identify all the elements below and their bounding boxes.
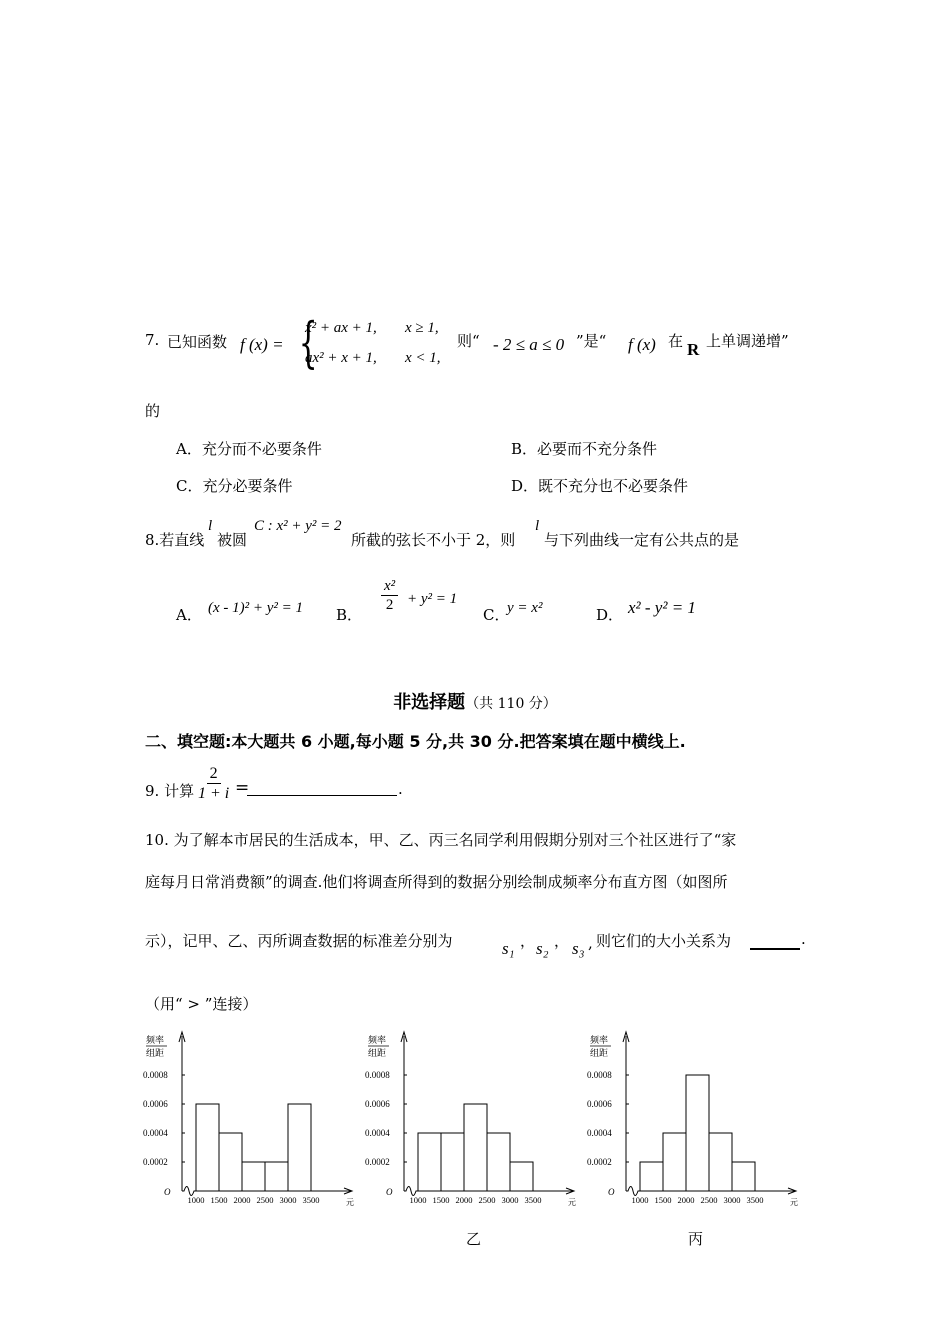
q8-opt-a-label: A． <box>176 606 202 624</box>
y-tick-label: 0.0002 <box>365 1157 390 1167</box>
histogram-bar <box>265 1162 288 1191</box>
q8-opt-c: y = x² <box>507 600 543 616</box>
q7-option-c: C．充分必要条件 <box>176 477 293 495</box>
histogram-bar <box>441 1133 464 1191</box>
q8-l2: l <box>535 518 540 534</box>
x-unit-label: 元 <box>568 1198 576 1207</box>
q7-intro: 已知函数 <box>167 333 228 351</box>
q10-line3 <box>145 930 825 962</box>
q9-fraction <box>195 765 232 803</box>
y-tick-label: 0.0006 <box>587 1099 612 1109</box>
y-tick-label: 0.0004 <box>365 1128 390 1138</box>
x-tick-label: 2000 <box>677 1195 695 1205</box>
q10-comma1: ， <box>520 932 536 950</box>
q9-denominator: 1 + i <box>198 784 230 802</box>
x-tick-label: 1000 <box>187 1195 205 1205</box>
q8-options <box>176 578 736 628</box>
y-label-bottom: 组距 <box>368 1048 387 1058</box>
q7-fx2: f (x) <box>628 335 656 354</box>
q8-mid3: 与下列曲线一定有公共点的是 <box>544 531 740 549</box>
section-heading: 二、填空题:本大题共 6 小题,每小题 5 分,共 30 分.把答案填在题中横线上. <box>145 732 686 751</box>
y-label-top: 频率 <box>590 1035 609 1045</box>
q7-option-a: A．充分而不必要条件 <box>176 440 322 458</box>
origin-label: O <box>164 1187 171 1197</box>
x-tick-label: 3500 <box>524 1195 542 1205</box>
origin-label: O <box>386 1187 393 1197</box>
q7-tail: 上单调递增” <box>706 332 789 350</box>
q10-s1: s₁ <box>502 939 515 958</box>
q10-s2: s₂ <box>536 939 549 958</box>
caption-yi: 乙 <box>466 1230 482 1248</box>
x-tick-label: 2500 <box>700 1195 718 1205</box>
y-tick-label: 0.0008 <box>365 1070 390 1080</box>
histogram-bar <box>219 1133 242 1191</box>
q10-line3-text: 示），记甲、乙、丙所调查数据的标准差分别为 <box>145 932 453 950</box>
y-label-top: 频率 <box>368 1035 387 1045</box>
x-tick-label: 1000 <box>409 1195 427 1205</box>
caption-bing: 丙 <box>688 1230 704 1248</box>
q9-prefix: 9. 计算 <box>145 782 195 800</box>
q8-mid2: 所截的弦长不小于 2，则 <box>351 531 516 549</box>
histogram-bar <box>709 1133 732 1191</box>
y-tick-label: 0.0004 <box>587 1128 612 1138</box>
q7-case2-cond: x < 1, <box>405 350 441 366</box>
x-tick-label: 3500 <box>746 1195 764 1205</box>
histogram-bar <box>288 1104 311 1191</box>
x-tick-label: 3000 <box>501 1195 519 1205</box>
histogram-yi <box>362 1024 582 1214</box>
y-tick-label: 0.0008 <box>143 1070 168 1080</box>
q9-eq: = <box>235 778 250 798</box>
q7-on: 在 <box>668 332 684 350</box>
q10-line3-tail: 则它们的大小关系为 <box>596 932 732 950</box>
q7-case2: ax² + x + 1, <box>305 350 377 366</box>
q7-option-b: B．必要而不充分条件 <box>511 440 658 458</box>
histogram-bar <box>418 1133 441 1191</box>
histogram-bar <box>732 1162 755 1191</box>
y-tick-label: 0.0004 <box>143 1128 168 1138</box>
q10-line2: 庭每月日常消费额”的调查.他们将调查所得到的数据分别绘制成频率分布直方图（如图所 <box>145 873 728 891</box>
q8-prefix: 8.若直线 <box>145 531 205 549</box>
q7-brace: { <box>298 311 318 374</box>
x-tick-label: 2000 <box>233 1195 251 1205</box>
q9-answer-blank[interactable] <box>247 779 397 796</box>
histogram-yi-svg <box>362 1024 582 1214</box>
y-tick-label: 0.0008 <box>587 1070 612 1080</box>
q10-comma3: , <box>588 934 593 952</box>
q10-line4: （用“ > ”连接） <box>145 995 258 1013</box>
x-tick-label: 3500 <box>302 1195 320 1205</box>
q7-number: 7. <box>145 331 160 349</box>
x-unit-label: 元 <box>790 1198 798 1207</box>
x-tick-label: 2000 <box>455 1195 473 1205</box>
section-note: （共 110 分） <box>465 696 557 712</box>
x-unit-label: 元 <box>346 1198 354 1207</box>
q8-line <box>145 518 825 550</box>
histogram-bar <box>464 1104 487 1191</box>
histogram-bing <box>584 1024 804 1214</box>
q7-is: ”是“ <box>576 332 607 350</box>
x-tick-label: 3000 <box>279 1195 297 1205</box>
q9-line <box>145 765 445 813</box>
y-label-bottom: 组距 <box>146 1048 165 1058</box>
y-label-bottom: 组距 <box>590 1048 609 1058</box>
q8-mid1: 被圆 <box>217 531 248 549</box>
q7-option-d: D．既不充分也不必要条件 <box>511 477 689 495</box>
q10-end: . <box>801 930 806 948</box>
q8-circle: C : x² + y² = 2 <box>254 518 342 534</box>
section-title-row <box>0 688 950 714</box>
y-tick-label: 0.0002 <box>587 1157 612 1167</box>
x-tick-label: 1500 <box>654 1195 672 1205</box>
q8-l: l <box>208 518 213 534</box>
q8-opt-c-label: C． <box>483 606 510 624</box>
x-tick-label: 2500 <box>478 1195 496 1205</box>
q7-continuation: 的 <box>145 402 161 420</box>
q7-case1-cond: x ≥ 1, <box>405 320 439 336</box>
y-tick-label: 0.0006 <box>365 1099 390 1109</box>
q8-opt-a: (x - 1)² + y² = 1 <box>208 600 304 616</box>
q8-opt-d: x² - y² = 1 <box>628 598 696 617</box>
q7-case1: x² + ax + 1, <box>305 320 377 336</box>
y-label-top: 频率 <box>146 1035 165 1045</box>
q9-numerator: 2 <box>207 765 221 784</box>
q10-s3: s₃ <box>572 939 585 958</box>
y-tick-label: 0.0006 <box>143 1099 168 1109</box>
x-tick-label: 1500 <box>210 1195 228 1205</box>
histogram-bar <box>663 1133 686 1191</box>
x-tick-label: 3000 <box>723 1195 741 1205</box>
x-tick-label: 2500 <box>256 1195 274 1205</box>
q7-fx: f (x) = <box>240 335 284 354</box>
histogram-bing-svg <box>584 1024 804 1214</box>
histogram-bar <box>686 1075 709 1191</box>
histogram-jia <box>140 1024 360 1214</box>
histogram-bar <box>487 1133 510 1191</box>
q7-R: R <box>687 340 700 359</box>
section-title: 非选择题 <box>393 692 466 713</box>
q8-opt-d-label: D． <box>596 606 624 624</box>
q10-comma2: ， <box>554 932 570 950</box>
y-tick-label: 0.0002 <box>143 1157 168 1167</box>
q8-opt-b-tail: + y² = 1 <box>407 591 458 607</box>
histogram-bar <box>242 1162 265 1191</box>
q7-then: 则“ <box>457 332 480 350</box>
q8-opt-b-num: x² <box>381 578 398 596</box>
q10-answer-blank[interactable] <box>750 932 800 950</box>
q8-opt-b-label: B． <box>336 606 363 624</box>
q8-opt-b-den: 2 <box>385 596 394 613</box>
histogram-bar <box>196 1104 219 1191</box>
q8-opt-b-frac <box>381 578 398 614</box>
histogram-jia-svg <box>140 1024 360 1214</box>
q10-line1: 10. 为了解本市居民的生活成本，甲、乙、丙三名同学利用假期分别对三个社区进行了“家 <box>145 831 737 849</box>
q9-end: . <box>398 780 403 798</box>
q7-condition: - 2 ≤ a ≤ 0 <box>493 335 565 354</box>
origin-label: O <box>608 1187 615 1197</box>
x-tick-label: 1500 <box>432 1195 450 1205</box>
x-tick-label: 1000 <box>631 1195 649 1205</box>
histogram-bar <box>510 1162 533 1191</box>
histogram-bar <box>640 1162 663 1191</box>
